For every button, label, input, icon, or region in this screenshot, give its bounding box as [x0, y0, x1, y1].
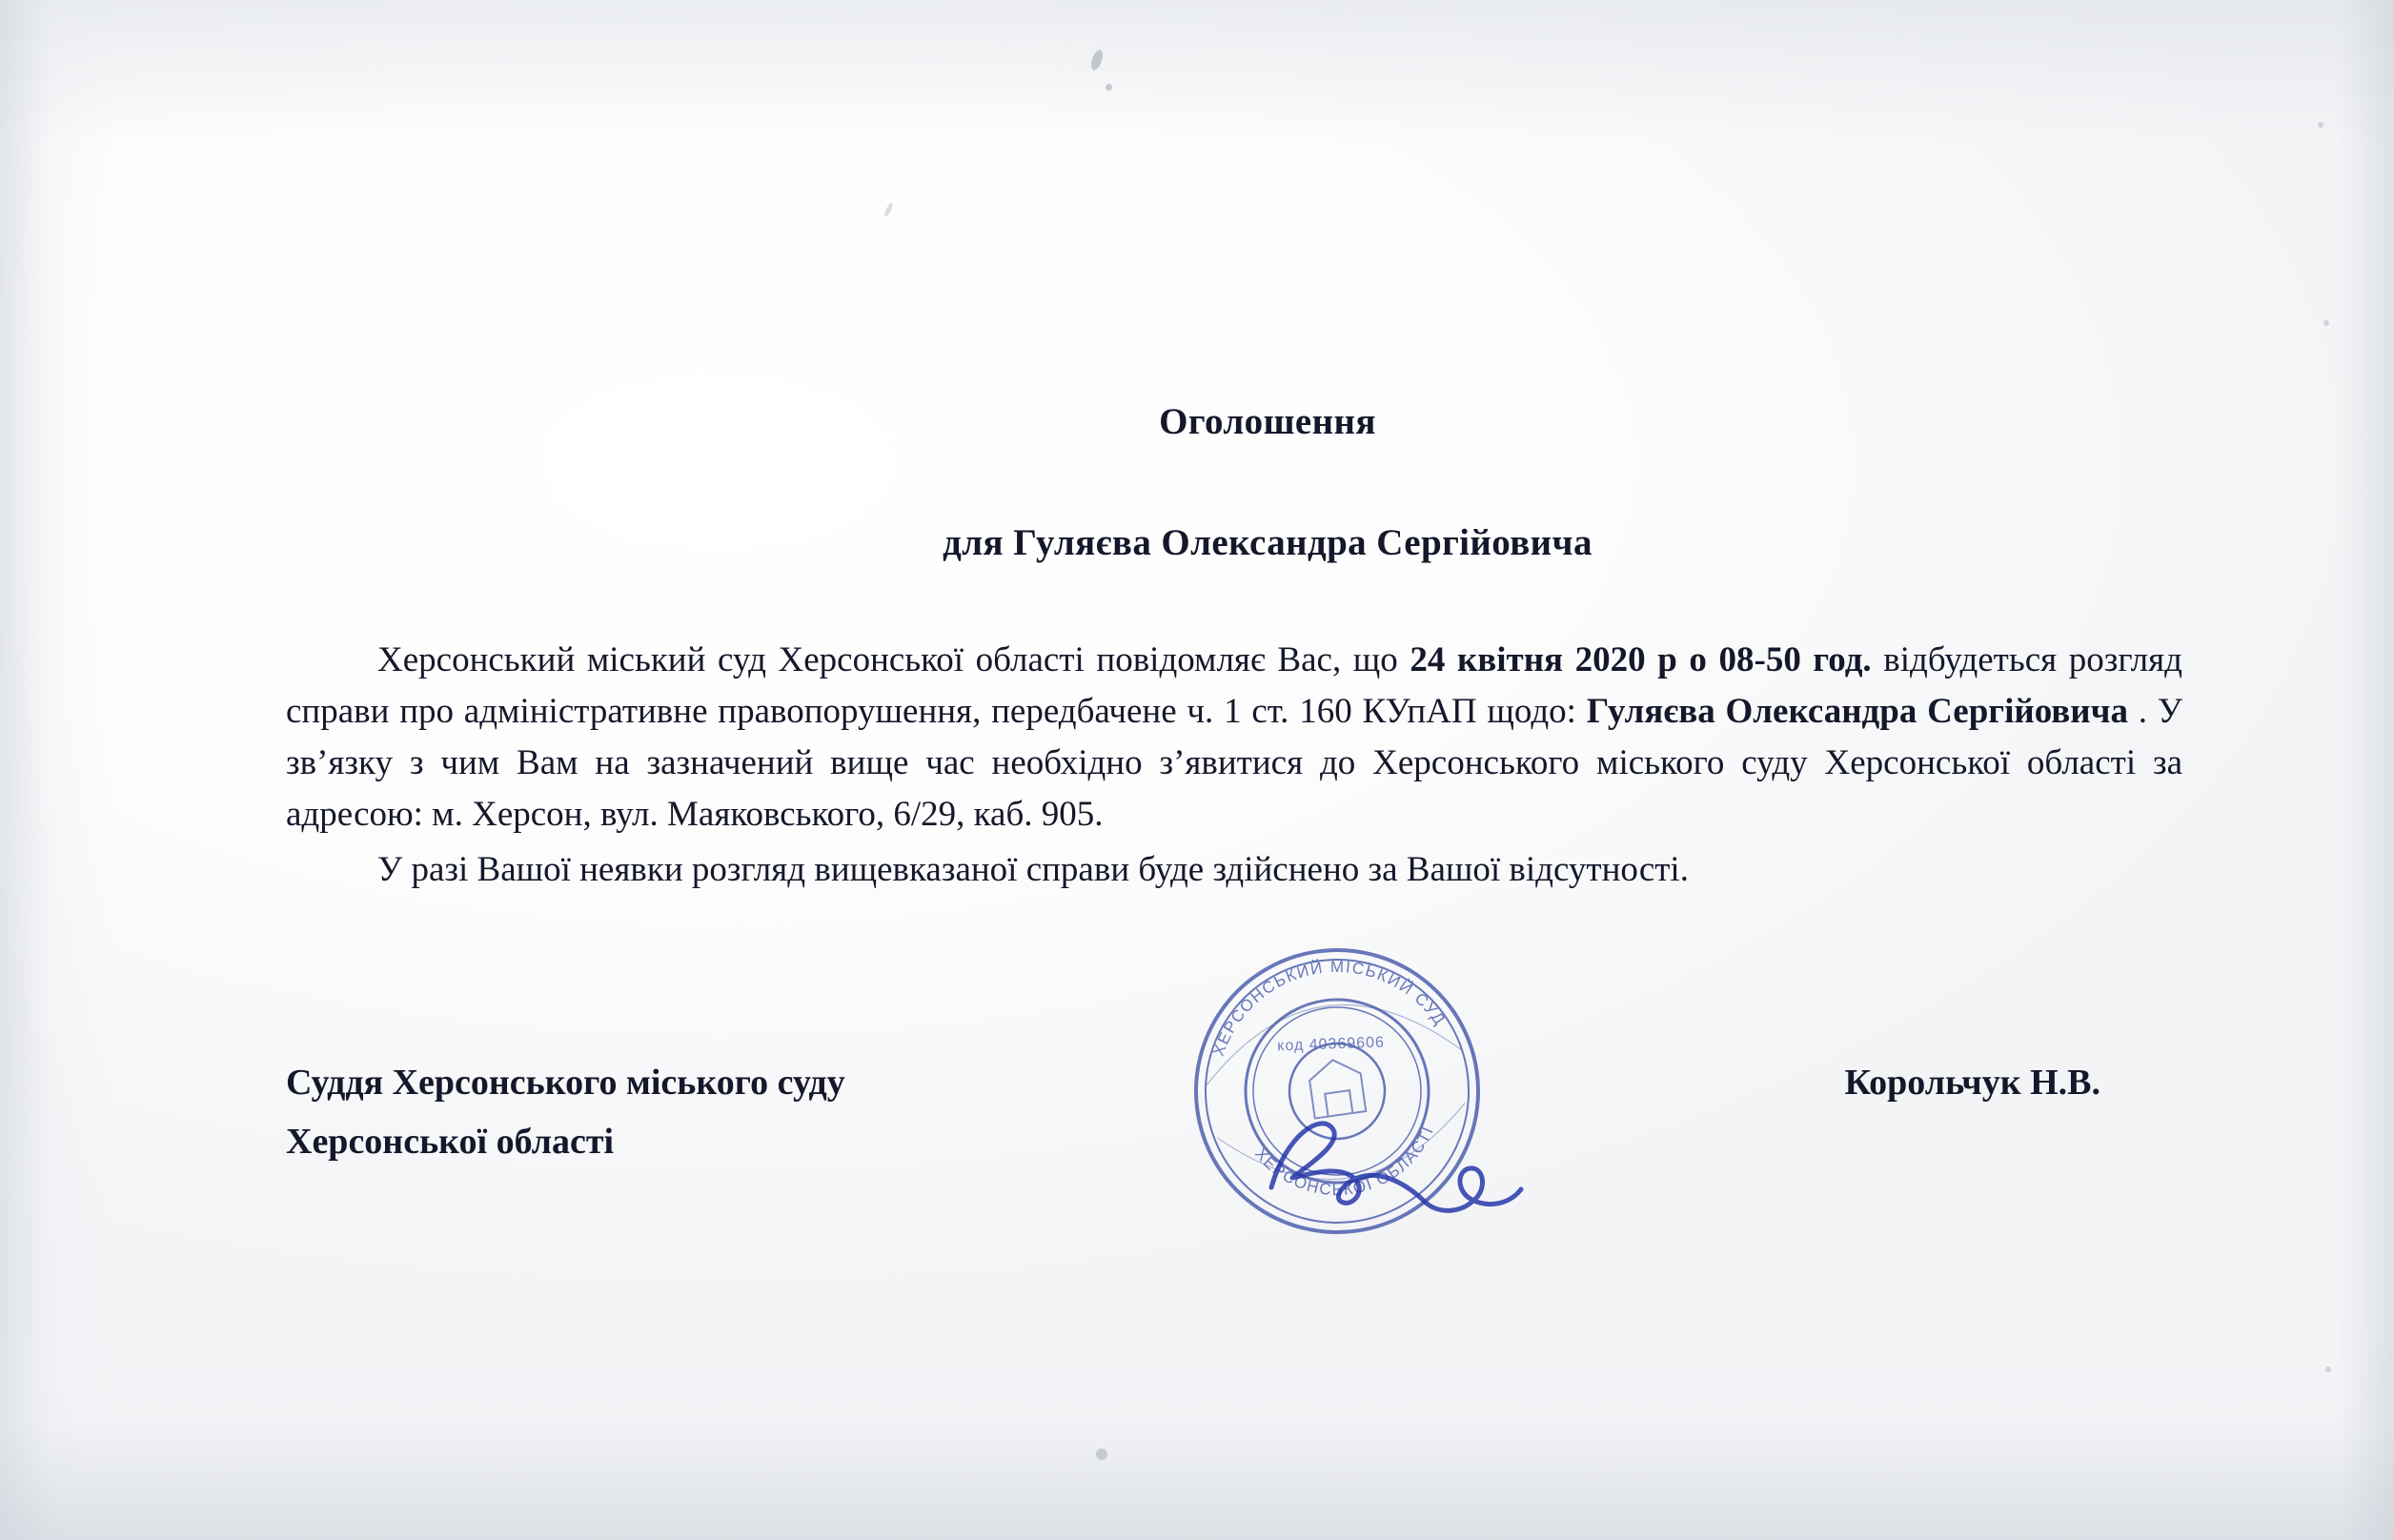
- scan-speck: [883, 202, 894, 218]
- signature-block: [286, 1053, 2182, 1171]
- stamp-outer-text-bottom: ХЕРСОНСЬКОЇ ОБЛАСТІ: [1251, 1123, 1438, 1200]
- document-paragraph-absence: [286, 844, 2182, 896]
- document-paragraph-main: [286, 635, 2182, 841]
- scan-speck: [1106, 84, 1112, 91]
- scan-speck: [1096, 1449, 1107, 1460]
- scan-speck: [1089, 49, 1106, 71]
- paragraph-main-part2: відбудеться розгляд справи про адміністративне правопорушення, передбачене ч. 1 ст. 160 КУпАП щодо:: [286, 640, 2182, 731]
- scan-shading-top: [0, 0, 2394, 143]
- paragraph-absence-text: У разі Вашої неявки розгляд вищевказаної справи буде здійснено за Вашої відсутності.: [377, 850, 1689, 889]
- scan-shading-left: [0, 0, 114, 1540]
- document-title: Оголошення: [1159, 401, 1376, 442]
- paragraph-main-part1: Херсонський міський суд Херсонської області повідомляє Вас, що: [377, 640, 1410, 679]
- judge-name: Корольчук Н.В.: [1844, 1063, 2100, 1103]
- stamp-outer-text-top: ХЕРСОНСЬКИЙ МІСЬКИЙ СУД: [1208, 957, 1450, 1059]
- stamp-code: код 40369606: [1276, 1034, 1386, 1055]
- paragraph-main-bold-person: Гуляєва Олександра Сергійовича: [1586, 692, 2128, 731]
- scan-speck: [2318, 122, 2323, 128]
- scan-speck: [2323, 320, 2329, 326]
- document-addressee: для Гуляєва Олександра Сергійовича: [943, 522, 1593, 563]
- scan-speck: [2325, 1367, 2331, 1372]
- scan-shading-bottom: [0, 1321, 2394, 1540]
- judge-role-line-1: Суддя Херсонського міського суду: [286, 1063, 845, 1103]
- paragraph-main-bold-datetime: 24 квітня 2020 р о 08-50 год.: [1410, 640, 1872, 679]
- judge-role: [286, 1053, 845, 1171]
- scan-shading-right: [2337, 0, 2394, 1540]
- document-text-body: [286, 400, 2182, 896]
- paragraph-main-part3: . У зв’язку з чим Вам на зазначений вище час необхідно з’явитися до Херсонського міського суду Херсонської області за адресою: м. Херсон, вул. Маяковського, 6/29, каб. 905.: [286, 692, 2182, 834]
- judge-role-line-2: Херсонської області: [286, 1122, 615, 1162]
